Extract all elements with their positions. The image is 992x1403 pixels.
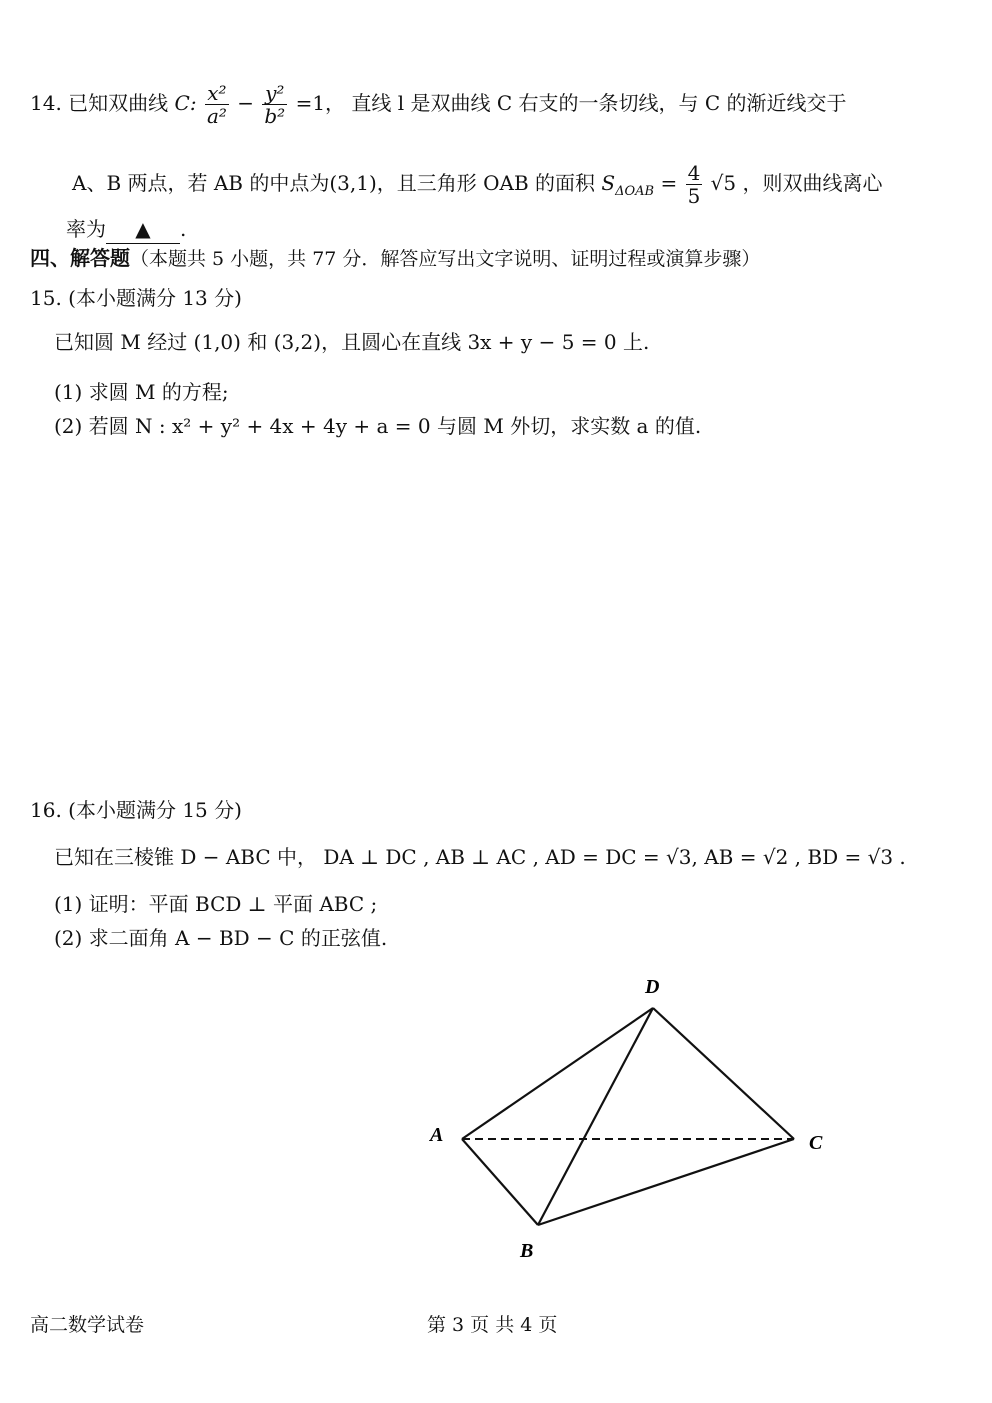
tetrahedron-figure [420, 965, 840, 1265]
q14-frac2-den: b² [264, 104, 286, 128]
q14-area-den: 5 [687, 184, 701, 208]
q14-number: 14. [30, 91, 62, 115]
q14-line2-b: ，则双曲线离心 [742, 171, 883, 195]
vertex-label-a: A [430, 1124, 444, 1146]
q14-area-num: 4 [687, 161, 701, 185]
q14-frac1-den: a² [206, 104, 227, 128]
q14-line2-a: A、B 两点，若 AB 的中点为(3,1)，且三角形 OAB 的面积 [72, 171, 596, 195]
q16-part2: (2) 求二面角 A − BD − C 的正弦值. [54, 926, 388, 950]
q14-frac2-num: y² [262, 82, 287, 105]
q14-line1 [30, 82, 847, 127]
q15-part1: (1) 求圆 M 的方程; [54, 380, 229, 404]
q15-part2: (2) 若圆 N : x² + y² + 4x + 4y + a = 0 与圆 M 外切，求实数 a 的值. [54, 414, 702, 438]
q14-frac1-num: x² [205, 82, 229, 105]
q14-fraction-x [205, 82, 229, 127]
section4-title: 四、解答题 [30, 246, 130, 270]
answer-blank: ▲ [106, 215, 180, 244]
footer-page: 第 3 页 共 4 页 [427, 1314, 558, 1336]
q14-area-sub: ΔOAB [615, 184, 655, 199]
q14-minus: − [237, 91, 255, 115]
q14-line3-text: 率为 [66, 217, 106, 241]
edge-ad [462, 1008, 653, 1139]
q14-line3 [66, 215, 186, 244]
q14-area-s: S [601, 171, 616, 195]
q16-stem: 已知在三棱锥 D − ABC 中， DA ⊥ DC , AB ⊥ AC , AD = DC = √3, AB = √2 , BD = √3 . [54, 845, 906, 869]
q16-part1: (1) 证明：平面 BCD ⊥ 平面 ABC ; [54, 892, 378, 916]
vertex-label-c: C [809, 1132, 823, 1154]
q14-area-root: √5 [710, 171, 737, 195]
q14-area-symbol [601, 171, 655, 199]
q14-curve-name: C: [174, 91, 197, 115]
q14-eq-one: =1， [295, 91, 346, 115]
q15-header: 15. (本小题满分 13 分) [30, 286, 242, 310]
q16-header: 16. (本小题满分 15 分) [30, 798, 242, 822]
vertex-label-d: D [645, 976, 660, 998]
edge-ab [462, 1139, 538, 1225]
q15-stem: 已知圆 M 经过 (1,0) 和 (3,2)，且圆心在直线 3x + y − 5 = 0 上. [54, 330, 650, 354]
edge-dc [653, 1008, 794, 1139]
section4-heading [30, 244, 760, 273]
vertex-label-b: B [520, 1240, 534, 1262]
q14-area-eq: = [660, 171, 678, 195]
q14-fraction-y [262, 82, 287, 127]
section4-note: （本题共 5 小题，共 77 分．解答应写出文字说明、证明过程或演算步骤） [130, 248, 761, 270]
q14-area-fraction [686, 162, 703, 207]
q14-text-b: 直线 l 是双曲线 C 右支的一条切线，与 C 的渐近线交于 [351, 91, 847, 115]
footer-left: 高二数学试卷 [30, 1314, 145, 1336]
q14-text-a: 已知双曲线 [68, 91, 169, 115]
q14-line2 [72, 162, 883, 207]
q14-line3-end: . [180, 217, 187, 241]
